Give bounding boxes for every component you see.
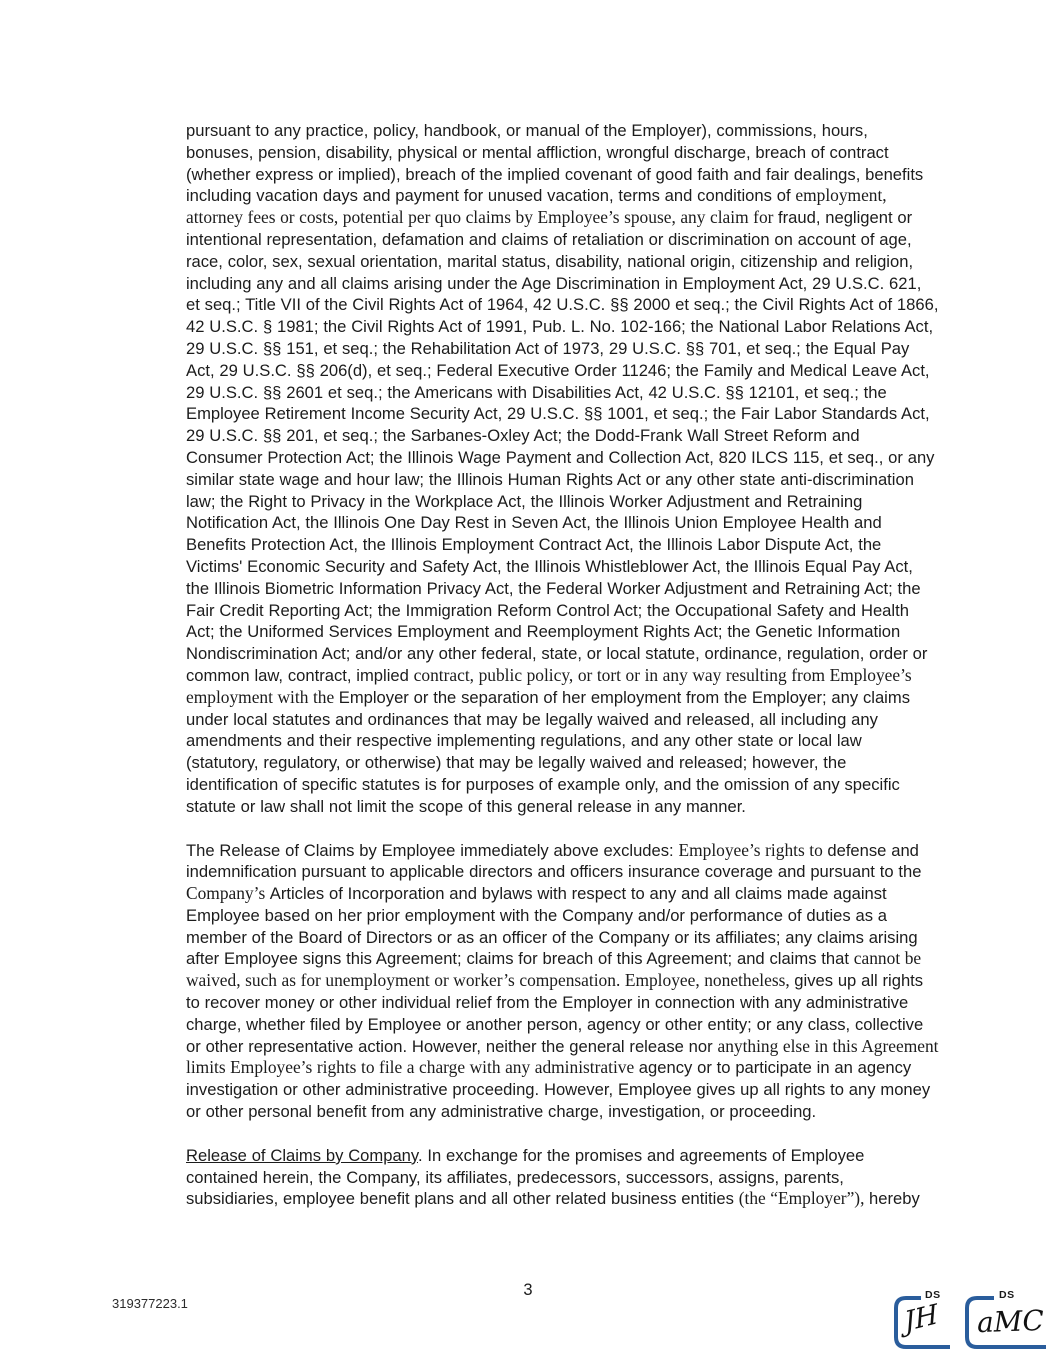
text-run: cannot be waived, such as for unemployment or worker’s compensation. Employee, nonetheless, [186,948,922,991]
paragraph-general-release-continued [186,120,939,818]
text-run: employment, attorney fees or costs, potential per quo claims by Employee’s spouse, any claim for [186,185,887,228]
initials-signature-left: JH [902,1298,940,1339]
text-run: (the “Employer”), [738,1188,869,1209]
text-run: agency or to participate in an agency investigation or other administrative proceeding. However, Employee gives up all rights to any money or other personal benefit from any administrative charge, investigation, or proceeding. [186,1058,931,1122]
text-run: hereby [869,1189,920,1209]
docusign-initial-stamp-1[interactable] [892,1289,952,1353]
text-run: The Release of Claims by Employee immediately above excludes: [186,840,679,860]
text-run: defense and indemnification pursuant to applicable directors and officers insurance coverage and pursuant to the [186,840,922,882]
page-number: 3 [523,1281,533,1299]
paragraph-release-exclusions [186,840,939,1123]
text-run: anything else in this Agreement limits Employee’s rights to file a charge with any administrative [186,1035,939,1078]
text-run: gives up all rights to recover money or other individual relief from the Employer in connection with any administrative charge, whether filed by Employee or another person, agency or other entity; or any class, collective or other representative action. However, neither the general release nor [186,971,924,1056]
text-run: . In exchange for the promises and agreements of Employee contained herein, the Company, its affiliates, predecessors, successors, assigns, parents, subsidiaries, employee benefit plans and all other related business entities [186,1145,865,1209]
paragraph-release-by-company [186,1145,939,1210]
document-id-footer: 319377223.1 [112,1296,188,1311]
text-run: Company’s [186,883,270,904]
text-run: pursuant to any practice, policy, handbook, or manual of the Employer), commissions, hours, bonuses, pension, disability, physical or mental affliction, wrongful discharge, breach of contract (whether express or implied), breach of the implied covenant of good faith and fair dealings, benefits including vacation days and payment for unused vacation, terms and conditions of [186,121,924,206]
docusign-ds-label: DS [999,1289,1015,1301]
text-run: Employee’s rights to [678,839,828,860]
text-run: Employer or the separation of her employment from the Employer; any claims under local statutes and ordinances that may be legally waived and released, all including any amendments and their respective implementing regulations, and any other state or local law (statutory, regulatory, or otherwise) that may be legally waived and released; however, the identification of specific statutes is for purposes of example only, and the omission of any specific statute or law shall not limit the scope of this general release in any manner. [186,687,910,816]
docusign-ds-label: DS [925,1289,941,1301]
text-run: fraud, negligent or intentional representation, defamation and claims of retaliation or discrimination on account of age, race, color, sex, sexual orientation, marital status, disability, national origin, citizenship and religion, including any and all claims arising under the Age Discrimination in Employment Act, 29 U.S.C. 621, et seq.; Title VII of the Civil Rights Act of 1964, 42 U.S.C. §§ 2000 et seq.; the Civil Rights Act of 1866, 42 U.S.C. § 1981; the Civil Rights Act of 1991, Pub. L. No. 102-166; the National Labor Relations Act, 29 U.S.C. §§ 151, et seq.; the Rehabilitation Act of 1973, 29 U.S.C. §§ 701, et seq.; the Equal Pay Act, 29 U.S.C. §§ 206(d), et seq.; Federal Executive Order 11246; the Family and Medical Leave Act, 29 U.S.C. §§ 2601 et seq.; the Americans with Disabilities Act, 42 U.S.C. §§ 12101, et seq.; the Employee Retirement Income Security Act, 29 U.S.C. §§ 1001, et seq.; the Fair Labor Standards Act, 29 U.S.C. §§ 201, et seq.; the Sarbanes-Oxley Act; the Dodd-Frank Wall Street Reform and Consumer Protection Act; the Illinois Wage Payment and Collection Act, 820 ILCS 115, et seq., or any similar state wage and hour law; the Illinois Human Rights Act or any other state anti-discrimination law; the Right to Privacy in the Workplace Act, the Illinois Worker Adjustment and Retraining Notification Act, the Illinois One Day Rest in Seven Act, the Illinois Union Employee Health and Benefits Protection Act, the Illinois Employment Contract Act, the Illinois Labor Dispute Act, the Victims' Economic Security and Safety Act, the Illinois Whistleblower Act, the Illinois Equal Pay Act, the Illinois Biometric Information Privacy Act, the Federal Worker Adjustment and Retraining Act; the Fair Credit Reporting Act; the Immigration Reform Control Act; the Occupational Safety and Health Act; the Uniformed Services Employment and Reemployment Rights Act; the Genetic Information Nondiscrimination Act; and/or any other federal, state, or local statute, ordinance, regulation, order or common law, contract, implied [186,208,939,685]
initials-signature-right: aMC [976,1303,1045,1340]
document-body [186,120,939,1232]
text-run: Articles of Incorporation and bylaws with respect to any and all claims made against Employee based on her prior employment with the Company and/or performance of duties as a member of the Board of Directors or as an officer of the Company or its affiliates; any claims arising after Employee signs this Agreement; claims for breach of this Agreement; and claims that [186,884,918,969]
text-run: Release of Claims by Company [186,1145,418,1165]
text-run: contract, public policy, or tort or in any way resulting from Employee’s employment with the [186,664,912,707]
docusign-initial-stamp-2[interactable] [963,1289,1048,1353]
initial-stamps [892,1289,1048,1353]
